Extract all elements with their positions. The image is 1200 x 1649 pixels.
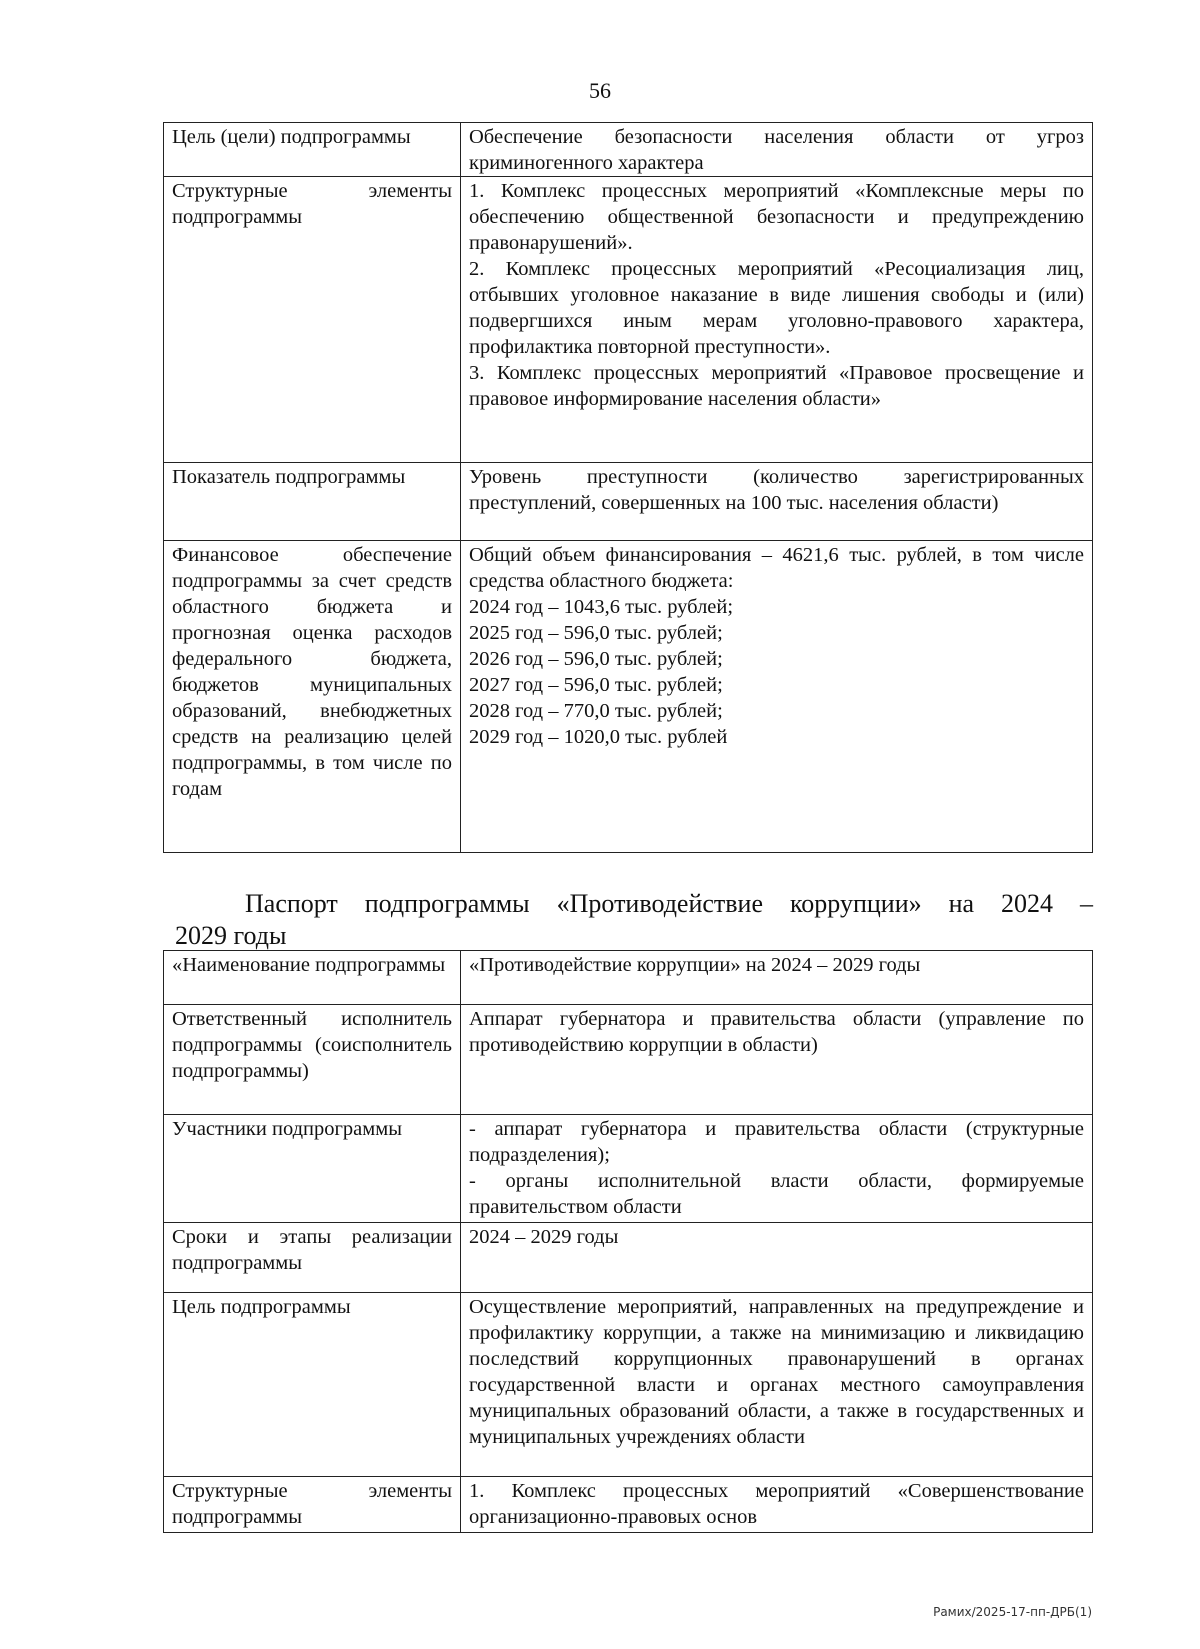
value-paragraph: 1. Комплекс процессных мероприятий «Совершенствование организационно-правовых основ (469, 1480, 1084, 1528)
row-value (461, 1293, 1093, 1477)
row-label: Структурные элементы подпрограммы (164, 177, 461, 463)
value-paragraph: 2. Комплекс процессных мероприятий «Ресоциализация лиц, отбывших уголовное наказание в виде лишения свободы и (или) подвергшихся иным мерам уголовно-правового характера, профилактика повторной преступности». (469, 258, 1084, 358)
financing-year-line: 2026 год – 596,0 тыс. рублей; (469, 648, 723, 670)
row-value (461, 123, 1093, 177)
section-heading (175, 888, 1093, 952)
row-value (461, 1223, 1093, 1293)
subprogram-passport-table-crime (163, 122, 1093, 853)
table-row-participants (164, 1115, 1093, 1223)
value-paragraph: 1. Комплекс процессных мероприятий «Комплексные меры по обеспечению общественной безопасности и предупреждению правонарушений». (469, 180, 1084, 254)
row-value (461, 177, 1093, 463)
row-label: Участники подпрограммы (164, 1115, 461, 1223)
row-label: Показатель подпрограммы (164, 463, 461, 541)
row-label: Структурные элементы подпрограммы (164, 1477, 461, 1533)
financing-year-line: 2029 год – 1020,0 тыс. рублей (469, 726, 728, 748)
section-heading-line: Паспорт подпрограммы «Противодействие коррупции» на 2024 – (245, 889, 1093, 918)
row-label: «Наименование подпрограммы (164, 951, 461, 1005)
page-number: 56 (589, 78, 611, 103)
row-value (461, 1005, 1093, 1115)
value-paragraph: 3. Комплекс процессных мероприятий «Правовое просвещение и правовое информирование населения области» (469, 362, 1084, 410)
row-value (461, 1477, 1093, 1533)
table-row-indicator (164, 463, 1093, 541)
value-paragraph: - органы исполнительной власти области, формируемые правительством области (469, 1170, 1084, 1218)
value-paragraph: Аппарат губернатора и правительства области (управление по противодействию коррупции в области) (469, 1008, 1084, 1056)
row-label: Сроки и этапы реализации подпрограммы (164, 1223, 461, 1293)
financing-year-line: 2025 год – 596,0 тыс. рублей; (469, 622, 723, 644)
table-row-goal (164, 1293, 1093, 1477)
value-paragraph: 2024 – 2029 годы (469, 1226, 619, 1248)
table-row-financing (164, 541, 1093, 853)
row-label: Цель подпрограммы (164, 1293, 461, 1477)
row-label: Цель (цели) подпрограммы (164, 123, 461, 177)
row-label: Ответственный исполнитель подпрограммы (соисполнитель подпрограммы) (164, 1005, 461, 1115)
document-reference: Рамих/2025-17-пп-ДРБ(1) (933, 1605, 1092, 1619)
value-paragraph: Осуществление мероприятий, направленных на предупреждение и профилактику коррупции, а также на минимизацию и ликвидацию последствий коррупционных правонарушений в органах государственной власти и органах местного самоуправления муниципальных образований области, а также в государственных и муниципальных учреждениях области (469, 1296, 1084, 1448)
row-value (461, 951, 1093, 1005)
table-row-goal (164, 123, 1093, 177)
table-row-structural-elements (164, 1477, 1093, 1533)
table-row-responsible (164, 1005, 1093, 1115)
value-paragraph: Обеспечение безопасности населения области от угроз криминогенного характера (469, 126, 1084, 174)
value-paragraph: «Противодействие коррупции» на 2024 – 2029 годы (469, 954, 921, 976)
section-heading-line: 2029 годы (175, 921, 287, 950)
value-paragraph: Уровень преступности (количество зарегистрированных преступлений, совершенных на 100 тыс. населения области) (469, 466, 1084, 514)
value-paragraph: - аппарат губернатора и правительства области (структурные подразделения); (469, 1118, 1084, 1166)
row-label: Финансовое обеспечение подпрограммы за счет средств областного бюджета и прогнозная оценка расходов федерального бюджета, бюджетов муниципальных образований, внебюджетных средств на реализацию целей подпрограммы, в том числе по годам (164, 541, 461, 853)
financing-year-line: 2027 год – 596,0 тыс. рублей; (469, 674, 723, 696)
table-row-structural-elements (164, 177, 1093, 463)
row-value (461, 541, 1093, 853)
financing-year-line: 2024 год – 1043,6 тыс. рублей; (469, 596, 734, 618)
table-row-name (164, 951, 1093, 1005)
value-paragraph: Общий объем финансирования – 4621,6 тыс. рублей, в том числе средства областного бюджета: (469, 544, 1084, 592)
subprogram-passport-table-anticorruption (163, 950, 1093, 1533)
financing-year-line: 2028 год – 770,0 тыс. рублей; (469, 700, 723, 722)
row-value (461, 1115, 1093, 1223)
table-row-terms (164, 1223, 1093, 1293)
row-value (461, 463, 1093, 541)
